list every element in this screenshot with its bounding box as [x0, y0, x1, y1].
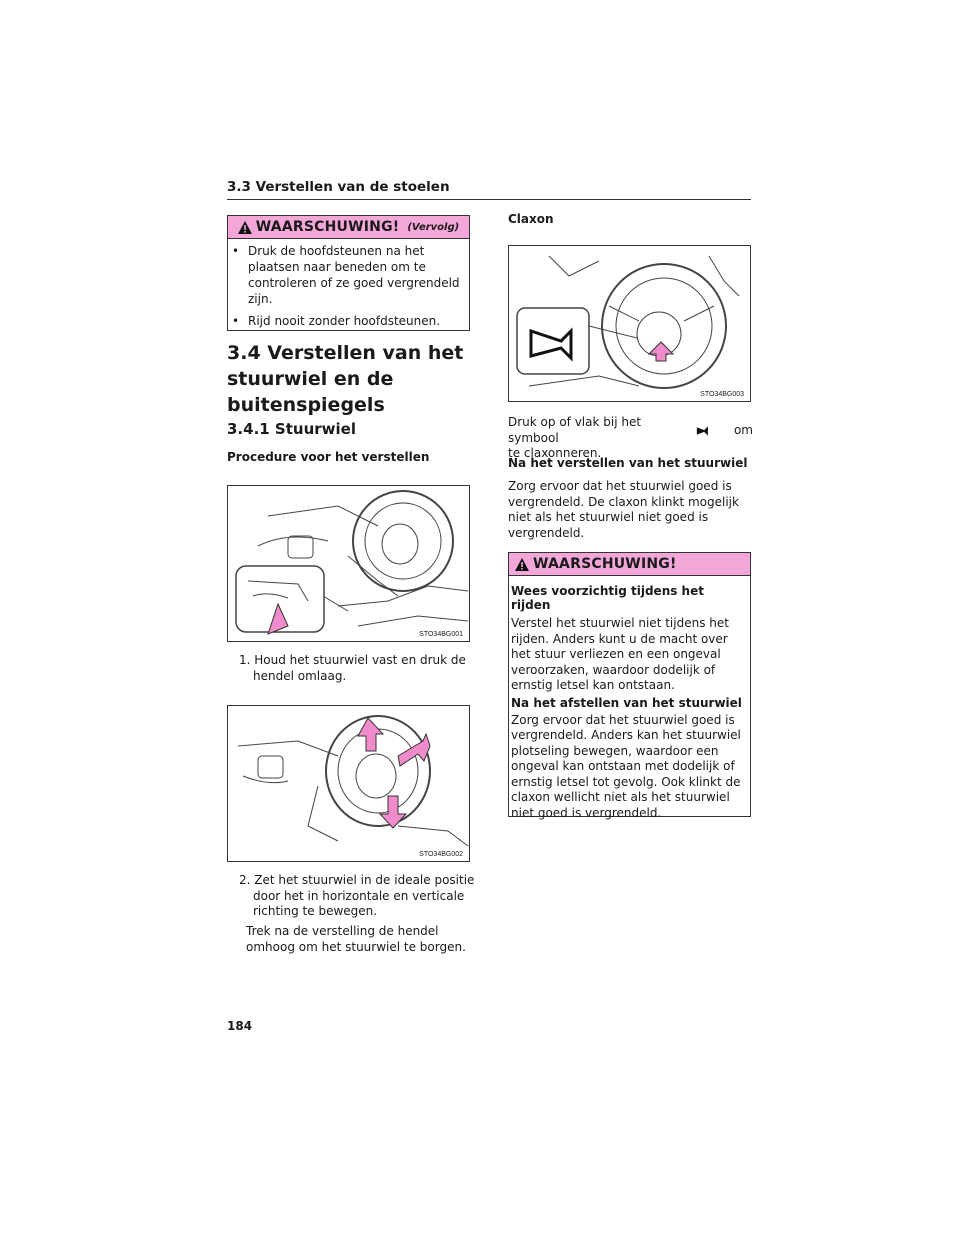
warning-continued: (Vervolg) [407, 221, 460, 233]
step-1: 1. Houd het stuurwiel vast en druk de hendel omlaag. [239, 653, 466, 683]
steering-lever-illustration [228, 486, 470, 642]
header-rule [227, 199, 751, 200]
steering-adjust-illustration [228, 706, 470, 862]
figure-code: STO34BG002 [419, 851, 463, 858]
warning-bullet: • Rijd nooit zonder hoofdsteunen. [228, 313, 461, 329]
section-title-line: stuurwiel en de [227, 368, 394, 390]
section-header: 3.3 Verstellen van de stoelen [227, 179, 450, 195]
figure-horn [508, 245, 751, 402]
section-title-line: buitenspiegels [227, 394, 385, 416]
section-title-line: 3.4 Verstellen van het [227, 342, 464, 364]
warning-box-continued [227, 215, 470, 331]
figure-code: STO34BG003 [700, 391, 744, 398]
horn-illustration [509, 246, 751, 402]
warning-icon [238, 221, 252, 234]
claxon-text-line2: te claxonneren. [508, 446, 602, 460]
warning-bullet: • Druk de hoofdsteunen na het plaatsen naar beneden om te controleren of ze goed vergrendeld zijn. [228, 243, 461, 307]
page-number: 184 [227, 1019, 253, 1033]
warning-text-driving: Verstel het stuurwiel niet tijdens het rijden. Anders kunt u de macht over het stuur verliezen en een ongeval veroorzaken, waardoor dodelijk of ernstig letsel kan ontstaan. [511, 616, 729, 692]
warning-title: WAARSCHUWING! [533, 556, 677, 572]
warning-box [508, 552, 751, 820]
figure-code: STO34BG001 [419, 631, 463, 638]
figure-steering-adjust [227, 705, 470, 862]
figure-steering-lever [227, 485, 470, 642]
after-adjust-text: Zorg ervoor dat het stuurwiel goed is vergrendeld. De claxon klinkt mogelijk niet als het stuurwiel niet goed is vergrendeld. [508, 479, 739, 540]
subsection-title: 3.4.1 Stuurwiel [227, 420, 356, 438]
claxon-instruction [508, 415, 753, 462]
warning-title-bar [228, 216, 469, 239]
claxon-text-before: Druk op of vlak bij het symbool [508, 415, 642, 445]
section-title [227, 340, 487, 418]
warning-heading-driving: Wees voorzichtig tijdens het rijden [511, 584, 704, 612]
step-2-note: Trek na de verstelling de hendel omhoog om het stuurwiel te borgen. [246, 924, 466, 954]
claxon-heading: Claxon [508, 212, 554, 226]
after-adjust-heading: Na het verstellen van het stuurwiel [508, 456, 748, 470]
warning-title: WAARSCHUWING! [255, 219, 400, 235]
warning-title-bar [509, 553, 750, 576]
horn-symbol-icon [695, 424, 724, 438]
warning-text-after-adjust: Zorg ervoor dat het stuurwiel goed is vergrendeld. Anders kan het stuurwiel plotseling bewegen, waardoor een ongeval kan ontstaan met dodelijk of ernstig letsel tot gevolg. Ook klinkt de claxon wellicht niet als het stuurwiel niet goed is vergrendeld. [511, 712, 741, 820]
claxon-text-after: om [733, 422, 753, 437]
warning-icon [515, 558, 529, 571]
step-2: 2. Zet het stuurwiel in de ideale positie door het in horizontale en verticale richting te bewegen. [239, 873, 475, 918]
warning-heading-after-adjust: Na het afstellen van het stuurwiel [511, 695, 742, 710]
procedure-heading: Procedure voor het verstellen [227, 450, 430, 464]
